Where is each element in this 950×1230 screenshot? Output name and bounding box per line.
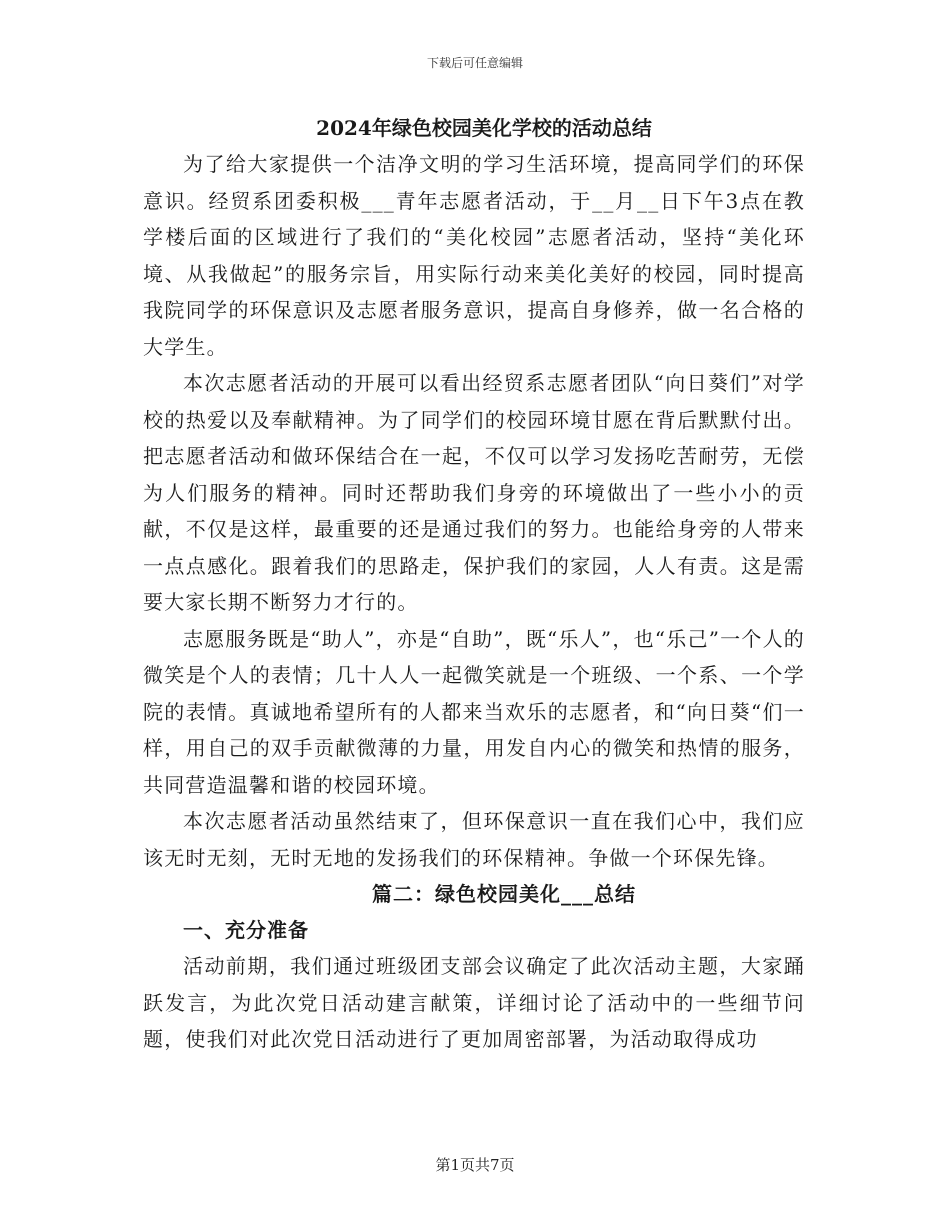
download-note: 下载后可任意编辑: [426, 56, 523, 70]
paragraph-1: 为了给大家提供一个洁净文明的学习生活环境，提高同学们的环保意识。经贸系团委积极___青年志愿者活动，于__月__日下午3点在教学楼后面的区域进行了我们的“美化校园”志愿者活动，坚持“美化环境、从我做起”的服务宗旨，用实际行动来美化美好的校园，同时提高我院同学的环保意识及志愿者服务意识，提高自身修养，做一名合格的大学生。: [143, 152, 805, 359]
paragraph-4: 本次志愿者活动虽然结束了，但环保意识一直在我们心中，我们应该无时无刻，无时无地的发扬我们的环保精神。争做一个环保先锋。: [143, 809, 805, 870]
document-title: 2024年绿色校园美化学校的活动总结: [316, 116, 652, 140]
section-two-title: 篇二：绿色校园美化___总结: [372, 882, 636, 906]
page-number-footer: 第1页共7页: [435, 1156, 515, 1174]
paragraph-3: 志愿服务既是“助人”，亦是“自助”，既“乐人”，也“乐己”一个人的微笑是个人的表情；几十人人一起微笑就是一个班级、一个系、一个学院的表情。真诚地希望所有的人都来当欢乐的志愿者，和“向日葵“们一样，用自己的双手贡献微薄的力量，用发自内心的微笑和热情的服务，共同营造温馨和谐的校园环境。: [143, 626, 805, 797]
section-two-subheading: 一、充分准备: [183, 918, 309, 942]
paragraph-2: 本次志愿者活动的开展可以看出经贸系志愿者团队“向日葵们”对学校的热爱以及奉献精神。为了同学们的校园环境甘愿在背后默默付出。把志愿者活动和做环保结合在一起，不仅可以学习发扬吃苦耐劳，无偿为人们服务的精神。同时还帮助我们身旁的环境做出了一些小小的贡献，不仅是这样，最重要的还是通过我们的努力。也能给身旁的人带来一点点感化。跟着我们的思路走，保护我们的家园，人人有责。这是需要大家长期不断努力才行的。: [143, 371, 805, 614]
document-body: [143, 110, 805, 1058]
section-two-paragraph: 活动前期，我们通过班级团支部会议确定了此次活动主题，大家踊跃发言，为此次党日活动建言献策，详细讨论了活动中的一些细节问题，使我们对此次党日活动进行了更加周密部署，为活动取得成功: [143, 954, 805, 1051]
